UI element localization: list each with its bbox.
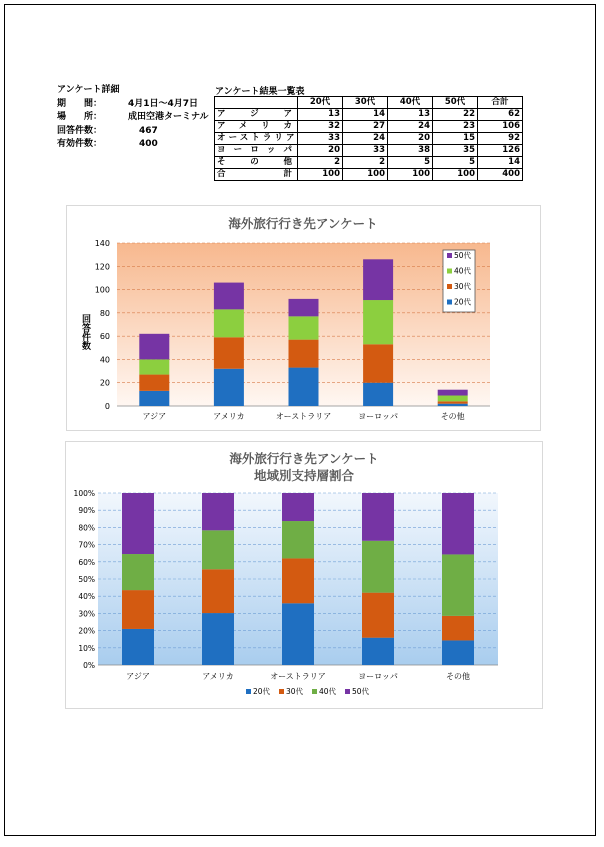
series-40s-bar <box>442 554 474 615</box>
y-tick-label: 10% <box>78 643 95 653</box>
legend-label: 50代 <box>454 251 472 260</box>
y-tick-label: 140 <box>94 239 110 248</box>
series-20s-bar <box>139 391 169 406</box>
series-20s-bar <box>282 603 314 665</box>
table-cell: 100 <box>343 169 388 181</box>
series-40s-bar <box>438 396 468 402</box>
series-30s-bar <box>442 616 474 641</box>
table-cell: 2 <box>298 157 343 169</box>
x-tick-label: ヨーロッパ <box>358 672 398 681</box>
y-tick-label: 20% <box>78 626 95 636</box>
table-row-label: アジア <box>215 109 298 121</box>
series-50s-bar <box>214 283 244 310</box>
share-chart-subtitle: 地域別支持層割合 <box>253 468 355 483</box>
legend-label: 40代 <box>454 266 472 276</box>
share-chart-svg <box>66 442 542 708</box>
details-period <box>57 98 199 112</box>
table-header-cell: 合計 <box>478 97 523 109</box>
details-place <box>57 111 209 125</box>
table-cell: 100 <box>388 169 433 181</box>
table-row <box>215 121 523 133</box>
details-valid-label: 有効件数： <box>57 139 103 149</box>
count-chart-svg <box>67 206 540 430</box>
table-row-label: ヨーロッパ <box>215 145 298 157</box>
table-cell: 20 <box>298 145 343 157</box>
table-cell: 106 <box>478 121 523 133</box>
series-50s-bar <box>438 390 468 396</box>
x-tick-label: アジア <box>142 412 167 421</box>
series-30s-bar <box>122 590 154 629</box>
series-30s-bar <box>202 569 234 613</box>
table-cell: 400 <box>478 169 523 181</box>
count-chart-title: 海外旅行行き先アンケート <box>228 216 378 231</box>
series-30s-bar <box>362 593 394 638</box>
x-tick-label: オーストラリア <box>275 412 332 421</box>
details-period-value: 4月1日～4月7日 <box>128 98 199 109</box>
y-tick-label: 40% <box>78 592 95 602</box>
table-cell: 13 <box>298 109 343 121</box>
x-tick-label: アメリカ <box>202 672 234 681</box>
table-cell: 5 <box>433 157 478 169</box>
details-place-value: 成田空港ターミナル <box>128 112 209 122</box>
legend-swatch <box>279 689 284 694</box>
count-chart-ylabel: 回答件数 <box>80 314 90 350</box>
y-tick-label: 20 <box>99 378 110 388</box>
series-50s-bar <box>139 334 169 360</box>
series-20s-bar <box>362 638 394 665</box>
series-50s-bar <box>442 493 474 554</box>
legend-swatch <box>246 689 251 694</box>
table-cell: 100 <box>298 169 343 181</box>
table-header-cell: 30代 <box>343 97 388 109</box>
table-cell: 35 <box>433 145 478 157</box>
table-row <box>215 133 523 145</box>
legend-label: 30代 <box>454 282 472 291</box>
legend-swatch <box>447 300 452 305</box>
details-period-label: 期 間： <box>57 98 103 109</box>
results-table <box>214 96 523 181</box>
y-tick-label: 90% <box>78 506 95 516</box>
series-40s-bar <box>122 554 154 590</box>
survey-details <box>57 84 209 152</box>
share-chart-title: 海外旅行行き先アンケート <box>229 451 379 466</box>
table-cell: 22 <box>433 109 478 121</box>
table-cell: 32 <box>298 121 343 133</box>
count-chart-legend <box>443 250 475 312</box>
series-20s-bar <box>289 368 319 406</box>
y-tick-label: 80 <box>99 308 110 318</box>
table-header-row <box>215 97 523 109</box>
x-tick-label: アメリカ <box>213 412 245 421</box>
y-tick-label: 60% <box>78 557 95 567</box>
legend-swatch <box>345 689 350 694</box>
table-cell: 2 <box>343 157 388 169</box>
share-chart <box>65 441 543 709</box>
table-row-label: アメリカ <box>215 121 298 133</box>
legend-label: 20代 <box>253 687 271 696</box>
x-tick-label: アジア <box>126 672 150 681</box>
table-row-label: 合計 <box>215 169 298 181</box>
y-tick-label: 100% <box>73 489 95 498</box>
series-20s-bar <box>214 369 244 406</box>
series-30s-bar <box>289 340 319 368</box>
series-20s-bar <box>438 404 468 406</box>
x-tick-label: ヨーロッパ <box>358 412 399 421</box>
table-cell: 24 <box>343 133 388 145</box>
table-total-row <box>215 169 523 181</box>
table-row <box>215 157 523 169</box>
series-50s-bar <box>289 299 319 316</box>
table-cell: 23 <box>433 121 478 133</box>
table-cell: 24 <box>388 121 433 133</box>
table-cell: 27 <box>343 121 388 133</box>
series-50s-bar <box>362 493 394 541</box>
series-50s-bar <box>202 493 234 530</box>
legend-swatch <box>447 269 452 274</box>
series-50s-bar <box>363 259 393 300</box>
series-40s-bar <box>202 530 234 569</box>
table-cell: 62 <box>478 109 523 121</box>
legend-label: 20代 <box>454 297 472 307</box>
series-40s-bar <box>289 316 319 339</box>
table-cell: 92 <box>478 133 523 145</box>
y-tick-label: 120 <box>94 262 110 272</box>
table-header-cell: 50代 <box>433 97 478 109</box>
table-cell: 38 <box>388 145 433 157</box>
series-40s-bar <box>282 521 314 558</box>
series-30s-bar <box>214 337 244 368</box>
series-40s-bar <box>139 359 169 374</box>
y-tick-label: 70% <box>78 540 95 550</box>
series-20s-bar <box>442 640 474 665</box>
table-header-cell: 40代 <box>388 97 433 109</box>
series-20s-bar <box>202 613 234 665</box>
table-cell: 100 <box>433 169 478 181</box>
details-place-label: 場 所： <box>57 112 103 122</box>
count-chart <box>66 205 541 431</box>
legend-swatch <box>312 689 317 694</box>
x-tick-label: オーストラリア <box>270 672 326 681</box>
details-title: アンケート詳細 <box>57 85 120 95</box>
share-chart-legend <box>246 686 370 696</box>
details-responses <box>57 125 158 139</box>
y-tick-label: 40 <box>99 355 110 365</box>
details-valid-value: 400 <box>139 139 158 149</box>
series-30s-bar <box>438 401 468 403</box>
series-20s-bar <box>122 629 154 665</box>
y-tick-label: 0% <box>83 661 95 670</box>
table-cell: 33 <box>298 133 343 145</box>
series-50s-bar <box>122 493 154 554</box>
series-30s-bar <box>363 344 393 382</box>
legend-swatch <box>447 284 452 289</box>
table-row <box>215 145 523 157</box>
x-tick-label: その他 <box>440 412 465 421</box>
table-cell: 13 <box>388 109 433 121</box>
table-cell: 14 <box>478 157 523 169</box>
series-40s-bar <box>362 541 394 593</box>
details-responses-value: 467 <box>139 125 158 136</box>
y-tick-label: 60 <box>99 332 110 342</box>
y-tick-label: 30% <box>78 609 95 619</box>
series-40s-bar <box>363 300 393 344</box>
series-40s-bar <box>214 309 244 337</box>
table-row <box>215 109 523 121</box>
table-header-cell <box>215 97 298 109</box>
table-cell: 15 <box>433 133 478 145</box>
table-cell: 14 <box>343 109 388 121</box>
y-tick-label: 50% <box>78 575 95 584</box>
table-cell: 33 <box>343 145 388 157</box>
y-tick-label: 80% <box>78 523 95 533</box>
details-valid <box>57 138 158 152</box>
legend-swatch <box>447 253 452 258</box>
y-tick-label: 0 <box>104 402 110 411</box>
table-header-cell: 20代 <box>298 97 343 109</box>
table-row-label: その他 <box>215 157 298 169</box>
results-table-title: アンケート結果一覧表 <box>215 87 305 97</box>
x-tick-label: その他 <box>446 672 470 681</box>
y-tick-label: 100 <box>94 285 110 295</box>
legend-label: 50代 <box>352 687 370 696</box>
table-cell: 126 <box>478 145 523 157</box>
series-50s-bar <box>282 493 314 521</box>
series-30s-bar <box>139 375 169 391</box>
table-cell: 5 <box>388 157 433 169</box>
table-cell: 20 <box>388 133 433 145</box>
table-row-label: オーストラリア <box>215 133 298 145</box>
legend-label: 40代 <box>319 687 337 696</box>
series-20s-bar <box>363 383 393 406</box>
series-30s-bar <box>282 558 314 603</box>
legend-label: 30代 <box>286 687 304 696</box>
details-responses-label: 回答件数： <box>57 125 103 136</box>
